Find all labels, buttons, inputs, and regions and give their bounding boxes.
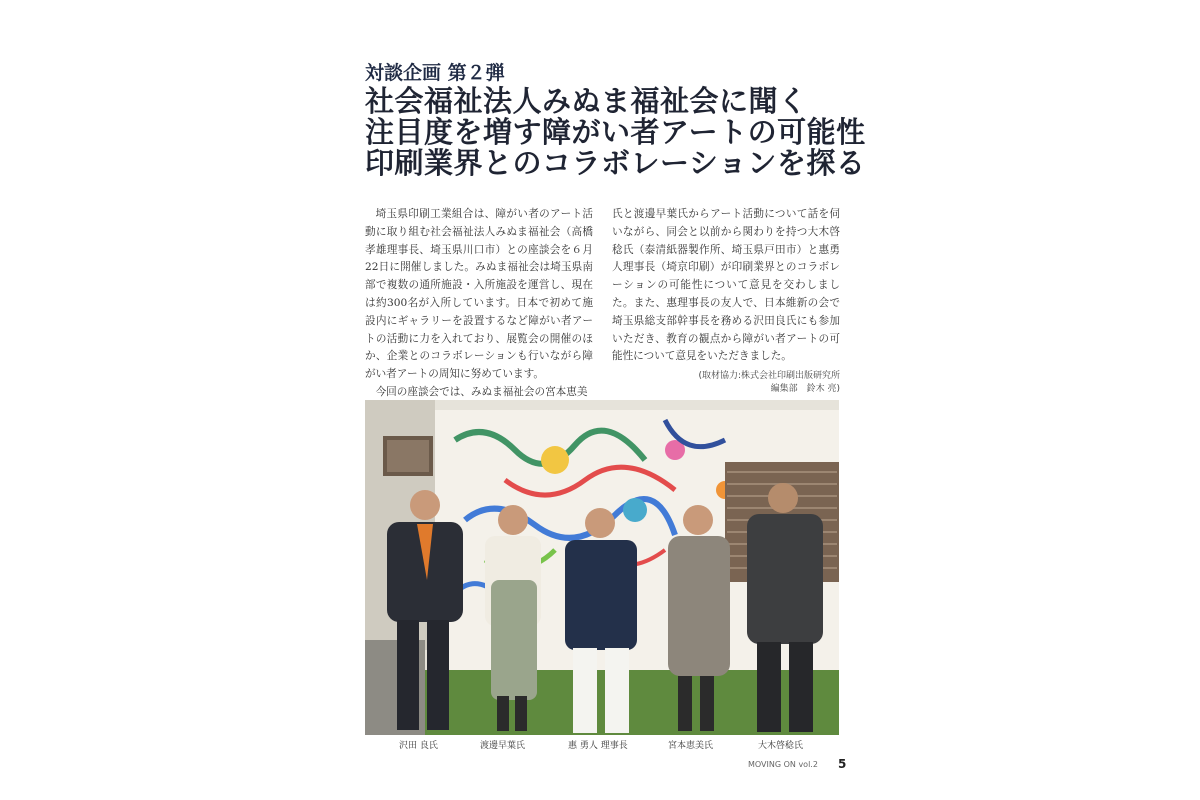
body-paragraph: 氏と渡邊早葉氏からアート活動について話を伺いながら、同会と以前から関わりを持つ大木啓稔氏（泰清紙器製作所、埼玉県戸田市）と惠勇人理事長（埼京印刷）が印刷業界とのコラボレーションの可能性について意見を交わしました。また、惠理事長の友人で、日本維新の会で埼玉県総支部幹事長を務める沢田良氏にも参加いただき、教育の観点から障がい者アートの可能性について意見をいただきました。 [612, 208, 840, 363]
group-photo-illustration [365, 400, 839, 735]
caption-person-4: 宮本恵美氏 [668, 741, 714, 751]
headline-line-2: 注目度を増す障がい者アートの可能性 [365, 115, 866, 149]
caption-person-2: 渡邊早葉氏 [480, 741, 526, 751]
headline-line-1: 社会福祉法人みぬま福祉会に聞く [365, 84, 808, 118]
body-paragraph: 今回の座談会では、みぬま福祉会の宮本恵美 [375, 385, 588, 398]
photo-captions [365, 738, 839, 752]
body-column-left [365, 206, 593, 402]
page-number: 5 [838, 757, 847, 771]
magazine-footer: MOVING ON vol.2 [748, 760, 818, 769]
caption-person-1: 沢田 良氏 [399, 741, 438, 751]
credit-line-1: (取材協力:株式会社印刷出版研究所 [698, 371, 840, 381]
body-column-right [612, 206, 840, 366]
article-headline [365, 84, 866, 180]
article-kicker: 対談企画 第２弾 [365, 62, 505, 84]
credit-line-2: 編集部 鈴木 亮) [770, 384, 840, 394]
interview-credit [640, 370, 840, 396]
body-paragraph: 埼玉県印刷工業組合は、障がい者のアート活動に取り組む社会福祉法人みぬま福祉会（高橋孝雄理事長、埼玉県川口市）との座談会を６月22日に開催しました。みぬま福祉会は埼玉県南部で複数の通所施設・入所施設を運営し、現在は約300名が入所しています。日本で初めて施設内にギャラリーを設置するなど障がい者アートの活動に力を入れており、展覧会の開催のほか、企業とのコラボレーションも行いながら障がい者アートの周知に努めています。 [365, 208, 593, 381]
headline-line-3: 印刷業界とのコラボレーションを探る [365, 146, 866, 180]
caption-person-5: 大木啓稔氏 [758, 741, 804, 751]
caption-person-3: 惠 勇人 理事長 [568, 741, 628, 751]
group-photo [365, 400, 839, 735]
